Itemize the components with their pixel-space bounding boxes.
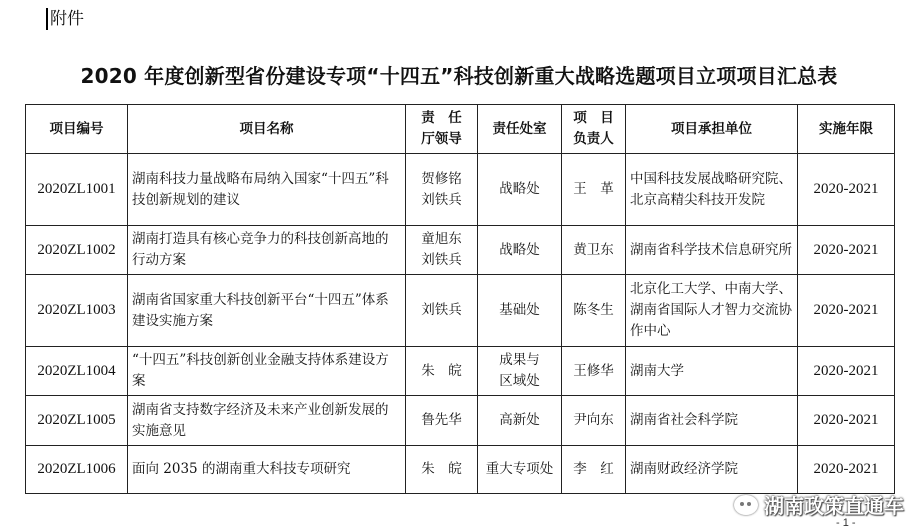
cell-leader (406, 154, 478, 226)
cell-period: 2020-2021 (798, 446, 895, 494)
document-title: 2020 年度创新型省份建设专项“十四五”科技创新重大战略选题项目立项项目汇总表 (80, 64, 838, 88)
cell-unit: 北京化工大学、中南大学、湖南省国际人才智力交流协作中心 (626, 275, 798, 347)
watermark (734, 490, 904, 519)
cell-office: 重大专项处 (478, 446, 562, 494)
cell-name: 面向 2035 的湖南重大科技专项研究 (128, 446, 406, 494)
header-pi-line2: 负责人 (573, 131, 614, 147)
cell-leader: 朱 皖 (406, 347, 478, 396)
table-row (26, 347, 895, 396)
cell-name: “十四五”科技创新创业金融支持体系建设方案 (128, 347, 406, 396)
cell-unit: 湖南省社会科学院 (626, 396, 798, 446)
cell-pi: 陈冬生 (562, 275, 626, 347)
cell-code: 2020ZL1005 (26, 396, 128, 446)
cell-period: 2020-2021 (798, 154, 895, 226)
table-row (26, 226, 895, 275)
cell-office: 高新处 (478, 396, 562, 446)
cell-office (478, 347, 562, 396)
page-number: - 1 - (836, 517, 856, 529)
cell-code: 2020ZL1001 (26, 154, 128, 226)
cell-leader: 刘铁兵 (406, 275, 478, 347)
cell-pi: 王修华 (562, 347, 626, 396)
annex-label: 附件 (46, 8, 84, 30)
wechat-icon (734, 495, 758, 515)
table-header-row (26, 105, 895, 154)
cell-code: 2020ZL1002 (26, 226, 128, 275)
cell-unit: 湖南大学 (626, 347, 798, 396)
cell-leader-1: 童旭东 (421, 231, 462, 247)
cell-leader-2: 刘铁兵 (421, 191, 462, 208)
cell-name: 湖南省国家重大科技创新平台“十四五”体系建设实施方案 (128, 275, 406, 347)
table-row (26, 154, 895, 226)
cell-leader: 鲁先华 (406, 396, 478, 446)
cell-period: 2020-2021 (798, 226, 895, 275)
cell-office: 战略处 (478, 154, 562, 226)
cell-leader-1: 贺修铭 (421, 170, 462, 187)
cell-pi: 李 红 (562, 446, 626, 494)
cell-code: 2020ZL1006 (26, 446, 128, 494)
header-leader-line2: 厅领导 (421, 131, 462, 147)
header-pi (562, 105, 626, 154)
cell-office: 战略处 (478, 226, 562, 275)
table-row (26, 396, 895, 446)
cell-pi: 王 革 (562, 154, 626, 226)
cell-leader: 朱 皖 (406, 446, 478, 494)
cell-office: 基础处 (478, 275, 562, 347)
cell-office-2: 区域处 (499, 373, 540, 389)
cell-period: 2020-2021 (798, 275, 895, 347)
cell-name: 湖南打造具有核心竞争力的科技创新高地的行动方案 (128, 226, 406, 275)
table-row (26, 446, 895, 494)
cell-code: 2020ZL1004 (26, 347, 128, 396)
header-code: 项目编号 (26, 105, 128, 154)
project-summary-table (25, 104, 895, 494)
cell-pi: 黄卫东 (562, 226, 626, 275)
table-row (26, 275, 895, 347)
cell-period: 2020-2021 (798, 347, 895, 396)
cell-unit: 湖南省科学技术信息研究所 (626, 226, 798, 275)
cell-office-1: 成果与 (499, 352, 540, 368)
cell-unit: 湖南财政经济学院 (626, 446, 798, 494)
cell-leader (406, 226, 478, 275)
cell-code: 2020ZL1003 (26, 275, 128, 347)
watermark-text: 湖南政策直通车 (764, 494, 904, 518)
cell-name: 湖南科技力量战略布局纳入国家“十四五”科技创新规划的建议 (128, 154, 406, 226)
header-name: 项目名称 (128, 105, 406, 154)
header-period: 实施年限 (798, 105, 895, 154)
cell-period: 2020-2021 (798, 396, 895, 446)
header-office: 责任处室 (478, 105, 562, 154)
header-pi-line1: 项 目 (573, 110, 614, 126)
header-leader-line1: 责 任 (421, 110, 462, 126)
header-unit: 项目承担单位 (626, 105, 798, 154)
cell-leader-2: 刘铁兵 (421, 252, 462, 268)
cell-name: 湖南省支持数字经济及未来产业创新发展的实施意见 (128, 396, 406, 446)
cell-pi: 尹向东 (562, 396, 626, 446)
cell-unit: 中国科技发展战略研究院、北京高精尖科技开发院 (626, 154, 798, 226)
header-leader (406, 105, 478, 154)
